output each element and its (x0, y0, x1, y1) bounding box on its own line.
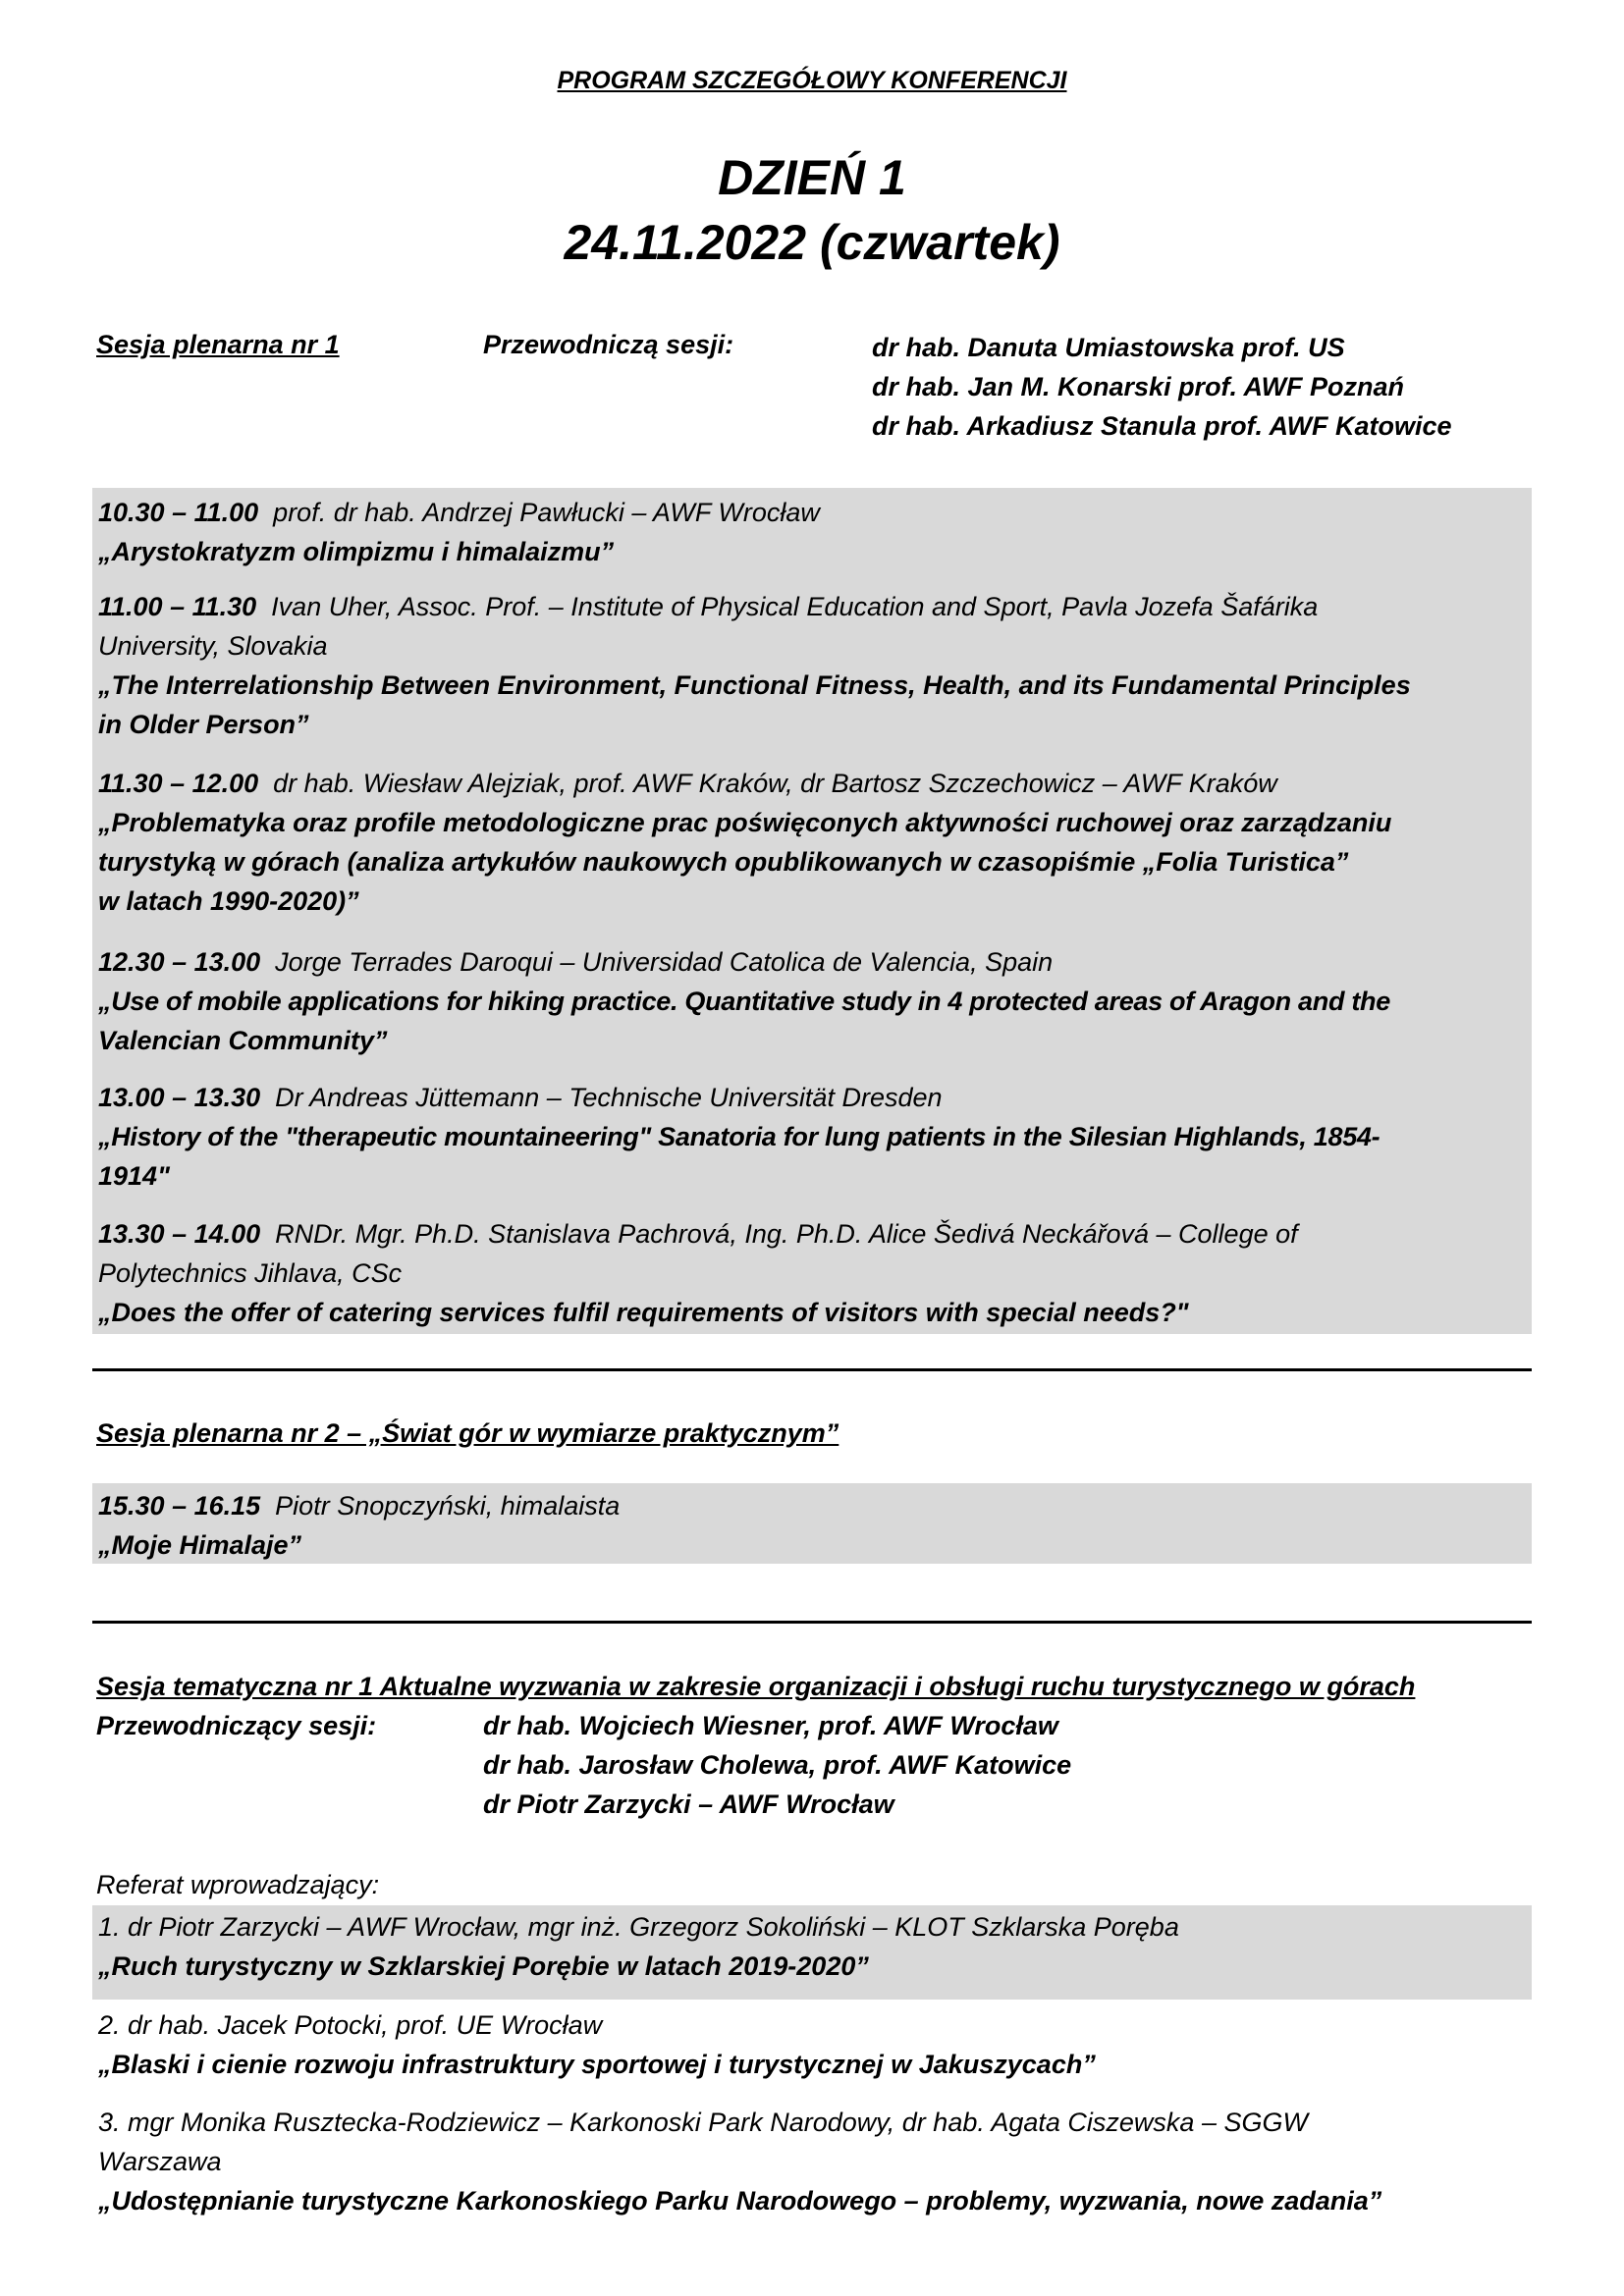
item-title: „Problematyka oraz profile metodologiczne prac poświęconych aktywności ruchowej oraz zarządzaniu (98, 808, 1392, 837)
program-item (98, 764, 1530, 921)
item-time: 13.30 – 14.00 (98, 1219, 261, 1249)
item-title: „Blaski i cienie rozwoju infrastruktury sportowej i turystycznej w Jakuszycach” (98, 2050, 1096, 2079)
item-speaker: Jorge Terrades Daroqui – Universidad Catolica de Valencia, Spain (275, 947, 1054, 977)
session1-chair: dr hab. Jan M. Konarski prof. AWF Poznań (872, 372, 1405, 401)
item-title: „Udostępnianie turystyczne Karkonoskiego Parku Narodowego – problemy, wyzwania, nowe zadania” (98, 2186, 1382, 2216)
session3-chair-label: Przewodniczący sesji: (96, 1711, 377, 1740)
item-title-cont: 1914" (98, 1161, 170, 1191)
program-item (98, 942, 1530, 1060)
session2-label: Sesja plenarna nr 2 – „Świat gór w wymiarze praktycznym” (96, 1418, 839, 1448)
item-speaker: Piotr Snopczyński, himalaista (275, 1491, 621, 1521)
item-speaker-cont: University, Slovakia (98, 631, 328, 661)
item-speaker: Ivan Uher, Assoc. Prof. – Institute of Physical Education and Sport, Pavla Jozefa Šafárika (271, 592, 1319, 621)
intro-label: Referat wprowadzający: (96, 1870, 380, 1899)
section-divider (92, 1368, 1532, 1371)
session1-chair: dr hab. Danuta Umiastowska prof. US (872, 333, 1345, 362)
program-item (98, 1907, 1530, 1986)
item-speaker-cont: Polytechnics Jihlava, CSc (98, 1258, 403, 1288)
item-title: „Does the offer of catering services fulfil requirements of visitors with special needs?" (98, 1298, 1189, 1327)
item-title-cont: Valencian Community” (98, 1026, 388, 1055)
item-time: 12.30 – 13.00 (98, 947, 261, 977)
document-header: PROGRAM SZCZEGÓŁOWY KONFERENCJI (557, 67, 1067, 94)
session3-label: Sesja tematyczna nr 1 Aktualne wyzwania w zakresie organizacji i obsługi ruchu turystycznego w górach (96, 1672, 1416, 1701)
item-title: „History of the "therapeutic mountaineering" Sanatoria for lung patients in the Silesian Highlands, 1854- (98, 1122, 1380, 1151)
day-date: 24.11.2022 (czwartek) (564, 215, 1060, 270)
session1-chair: dr hab. Arkadiusz Stanula prof. AWF Katowice (872, 411, 1452, 441)
program-item (98, 587, 1530, 744)
item-title: „Use of mobile applications for hiking practice. Quantitative study in 4 protected areas of Aragon and the (98, 987, 1390, 1016)
item-title-cont: turystyką w górach (analiza artykułów naukowych opublikowanych w czasopiśmie „Folia Turistica” (98, 847, 1349, 877)
item-speaker: 2. dr hab. Jacek Potocki, prof. UE Wrocław (98, 2010, 603, 2040)
session1-chair-label: Przewodniczą sesji: (483, 330, 734, 359)
item-time: 11.00 – 11.30 (98, 592, 257, 621)
item-speaker: 1. dr Piotr Zarzycki – AWF Wrocław, mgr inż. Grzegorz Sokoliński – KLOT Szklarska Poręba (98, 1912, 1179, 1942)
session1-chairs (872, 328, 1452, 446)
item-time: 10.30 – 11.00 (98, 498, 259, 527)
item-title: „The Interrelationship Between Environment, Functional Fitness, Health, and its Fundamental Principles (98, 670, 1411, 700)
program-item (98, 2005, 1530, 2084)
session3-chair: dr Piotr Zarzycki – AWF Wrocław (483, 1789, 894, 1819)
item-title: „Arystokratyzm olimpizmu i himalaizmu” (98, 537, 615, 566)
item-time: 15.30 – 16.15 (98, 1491, 261, 1521)
item-time: 13.00 – 13.30 (98, 1083, 261, 1112)
item-title: „Moje Himalaje” (98, 1530, 302, 1560)
item-speaker-cont: Warszawa (98, 2147, 222, 2176)
item-speaker: dr hab. Wiesław Alejziak, prof. AWF Kraków, dr Bartosz Szczechowicz – AWF Kraków (273, 769, 1277, 798)
item-title-cont: w latach 1990-2020)” (98, 886, 359, 916)
item-speaker: RNDr. Mgr. Ph.D. Stanislava Pachrová, Ing. Ph.D. Alice Šedivá Neckářová – College of (275, 1219, 1298, 1249)
program-item (98, 1214, 1530, 1332)
session3-chair: dr hab. Wojciech Wiesner, prof. AWF Wrocław (483, 1711, 1058, 1740)
item-speaker: Dr Andreas Jüttemann – Technische Universität Dresden (275, 1083, 943, 1112)
program-item (98, 1078, 1530, 1196)
program-item (98, 2103, 1530, 2220)
program-item (98, 1486, 1530, 1565)
session3-chairs (483, 1706, 1071, 1824)
item-speaker: 3. mgr Monika Rusztecka-Rodziewicz – Karkonoski Park Narodowy, dr hab. Agata Ciszewska – SGGW (98, 2108, 1308, 2137)
item-title-cont: in Older Person” (98, 710, 309, 739)
session1-label: Sesja plenarna nr 1 (96, 330, 340, 359)
session3-chair: dr hab. Jarosław Cholewa, prof. AWF Katowice (483, 1750, 1072, 1780)
item-title: „Ruch turystyczny w Szklarskiej Porębie w latach 2019-2020” (98, 1951, 869, 1981)
section-divider (92, 1621, 1532, 1624)
program-item (98, 493, 1530, 571)
item-time: 11.30 – 12.00 (98, 769, 259, 798)
day-title (0, 145, 1624, 275)
day-number: DZIEŃ 1 (718, 150, 906, 205)
item-speaker: prof. dr hab. Andrzej Pawłucki – AWF Wrocław (273, 498, 820, 527)
